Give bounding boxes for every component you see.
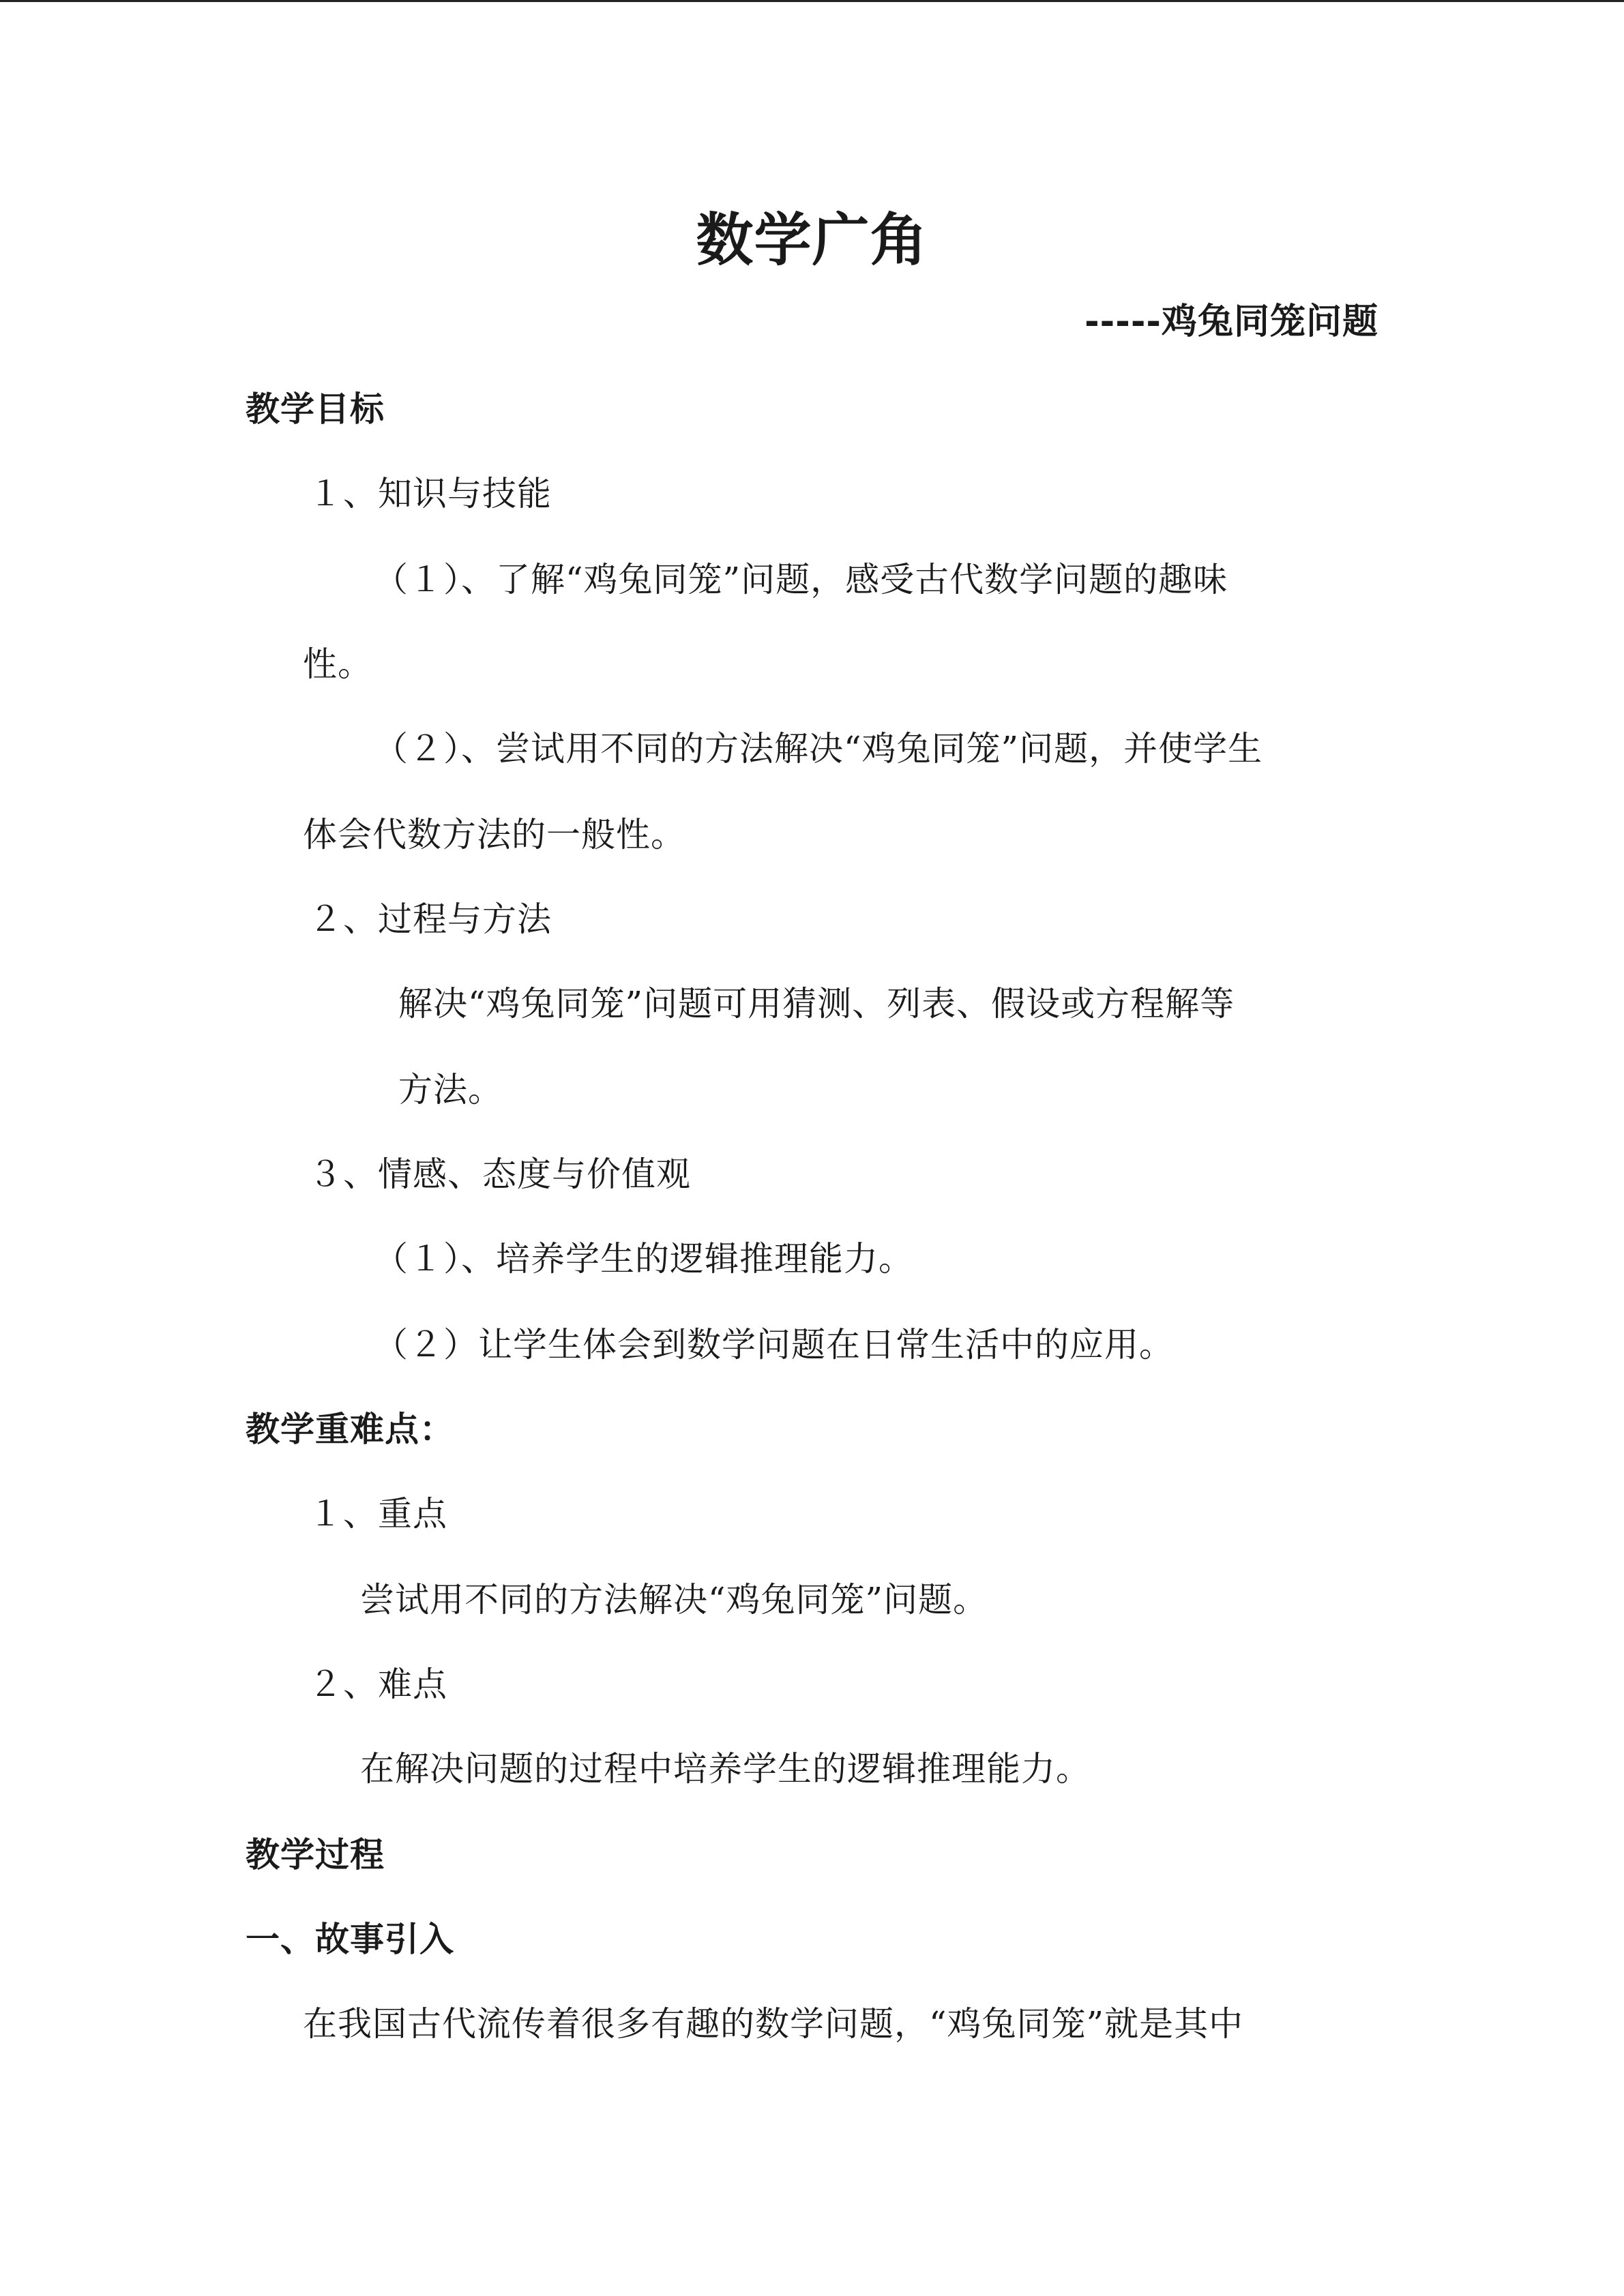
- difficult-point-text: 在解决问题的过程中培养学生的逻辑推理能力。: [360, 1749, 1091, 1789]
- goal-1-2: （２）、尝试用不同的方法解决“鸡兔同笼”问题，并使学生: [374, 729, 1263, 769]
- top-border-line: [0, 0, 1624, 2]
- document-title: 数学广角: [696, 207, 928, 273]
- goal-process-method: ２、过程与方法: [308, 899, 552, 939]
- key-point-label: １、重点: [308, 1494, 447, 1534]
- key-point-text: 尝试用不同的方法解决“鸡兔同笼”问题。: [360, 1580, 988, 1620]
- story-intro-text: 在我国古代流传着很多有趣的数学问题，“鸡兔同笼”就是其中: [303, 2004, 1244, 2044]
- heading-teaching-goals: 教学目标: [246, 389, 385, 429]
- goal-1-1: （１）、了解“鸡兔同笼”问题，感受古代数学问题的趣味: [374, 560, 1228, 599]
- goal-1-2-cont: 体会代数方法的一般性。: [303, 815, 685, 854]
- heading-key-difficult-points: 教学重难点：: [246, 1410, 454, 1449]
- goal-2-text: 解决“鸡兔同笼”问题可用猜测、列表、假设或方程解等: [398, 984, 1235, 1024]
- difficult-point-label: ２、难点: [308, 1665, 447, 1704]
- goal-3-2: （２）让学生体会到数学问题在日常生活中的应用。: [374, 1325, 1174, 1365]
- heading-story-intro: 一、故事引入: [246, 1920, 454, 1959]
- document-subtitle: -----鸡兔同笼问题: [1084, 301, 1378, 342]
- goal-knowledge-skills: １、知识与技能: [308, 474, 552, 513]
- goal-2-text-cont: 方法。: [398, 1070, 503, 1109]
- heading-teaching-process: 教学过程: [246, 1835, 385, 1875]
- goal-emotion-values: ３、情感、态度与价值观: [308, 1154, 691, 1194]
- goal-3-1: （１）、培养学生的逻辑推理能力。: [374, 1239, 913, 1279]
- goal-1-1-cont: 性。: [303, 644, 372, 684]
